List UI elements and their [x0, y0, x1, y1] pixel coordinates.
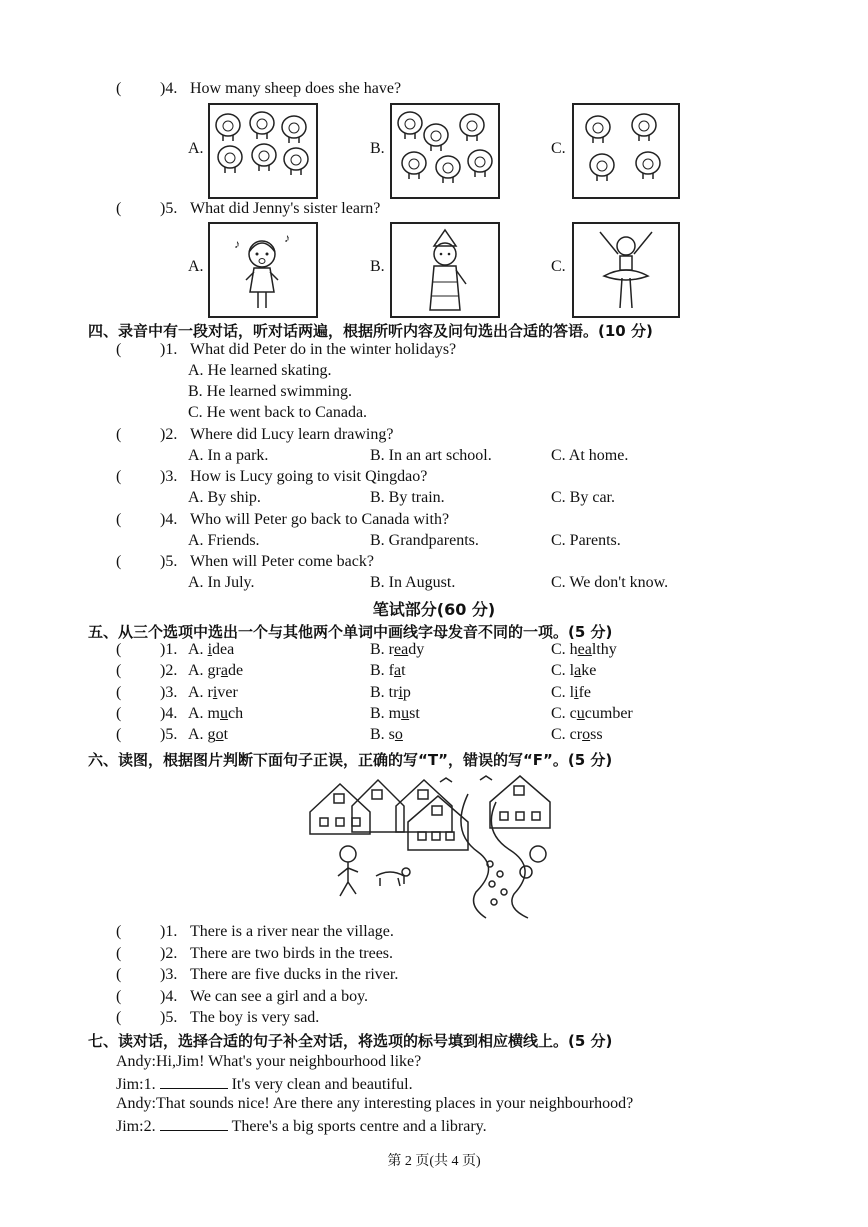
question-number: )1.: [160, 641, 178, 658]
paren: (: [116, 966, 122, 983]
paren: (: [116, 726, 122, 744]
paren: (: [116, 341, 122, 358]
question-number: )2.: [160, 944, 178, 962]
sheep-mark: [632, 114, 656, 141]
answer-option: C. We don't know.: [551, 574, 669, 591]
sheep-mark: [402, 152, 426, 179]
word-part: A. r: [188, 683, 213, 701]
question-number: )4.: [160, 511, 178, 528]
dialogue-line: [116, 1074, 413, 1094]
question-number: )5.: [160, 553, 178, 570]
question-text: What did Peter do in the winter holidays?: [190, 341, 457, 358]
word-part: t: [401, 662, 406, 680]
blank-number: 1.: [143, 1076, 156, 1093]
word-option: [370, 705, 420, 723]
word-option: [188, 726, 228, 744]
sheep-picture-b: [390, 103, 500, 199]
word-part: C. l: [551, 662, 575, 680]
dialogue-line: [116, 1116, 487, 1136]
word-part: A.: [188, 641, 208, 658]
option-label: C.: [551, 258, 566, 275]
ballet-girl-picture: [572, 222, 680, 318]
answer-option: A. He learned skating.: [188, 362, 332, 379]
underlined-letters: o: [582, 726, 591, 744]
word-part: cumber: [584, 704, 633, 722]
word-part: B. m: [370, 704, 402, 722]
word-option: [188, 684, 238, 702]
option-label: B.: [370, 140, 385, 157]
paren: (: [116, 641, 122, 658]
paren: (: [116, 683, 122, 701]
sheep-mark: [460, 114, 484, 141]
word-part: B. r: [370, 641, 394, 658]
word-option: [188, 705, 243, 723]
word-part: ver: [217, 683, 238, 701]
word-part: ch: [228, 704, 244, 722]
sheep-picture-a: [208, 103, 318, 199]
answer-option: A. In July.: [188, 574, 255, 591]
option-label: B.: [370, 258, 385, 275]
word-part: C. cr: [551, 726, 583, 744]
question-text: When will Peter come back?: [190, 553, 374, 570]
dialogue-text: That sounds nice! Are there any interesting places in your neighbourhood?: [156, 1095, 634, 1112]
underlined-letters: o: [215, 726, 224, 744]
word-part: A. gr: [188, 662, 221, 680]
sheep-mark: [468, 150, 492, 177]
word-option: [551, 662, 596, 680]
underlined-letters: a: [220, 662, 228, 680]
paren: (: [116, 426, 122, 443]
underlined-letters: a: [574, 662, 582, 680]
word-option: [551, 684, 591, 702]
answer-option: C. Parents.: [551, 532, 621, 549]
question-number: )1.: [160, 923, 178, 940]
word-part: A. m: [188, 704, 220, 722]
word-part: A. g: [188, 726, 216, 744]
word-part: B. f: [370, 662, 394, 680]
word-part: C. h: [551, 641, 578, 658]
question-number: )1.: [160, 341, 178, 358]
statement-text: We can see a girl and a boy.: [190, 987, 369, 1005]
question-number: )4.: [160, 704, 178, 722]
question-number: )3.: [160, 468, 178, 485]
speaker: Andy:: [116, 1095, 156, 1112]
sheep-mark: [218, 146, 242, 173]
section-heading-6: 六、读图，根据图片判断下面句子正误，正确的写“T”，错误的写“F”。(5 分): [88, 751, 613, 769]
sheep-mark: [636, 152, 660, 179]
dialogue-text: There's a big sports centre and a library.: [231, 1118, 487, 1135]
word-part: ss: [590, 726, 603, 744]
svg-text:♪: ♪: [284, 231, 290, 245]
word-option: [551, 705, 633, 723]
underlined-letters: ea: [577, 641, 592, 658]
question-text: Who will Peter go back to Canada with?: [190, 511, 450, 528]
sheep-mark: [398, 112, 422, 139]
paren: (: [116, 468, 122, 485]
dialogue-line: [116, 1095, 633, 1113]
word-option: [370, 662, 406, 680]
sheep-mark: [284, 148, 308, 175]
question-text: What did Jenny's sister learn?: [190, 200, 381, 217]
answer-option: B. In August.: [370, 574, 456, 591]
word-part: B. tr: [370, 683, 399, 701]
answer-option: B. By train.: [370, 489, 445, 506]
paren: (: [116, 80, 122, 97]
underlined-letters: u: [401, 704, 410, 722]
question-number: )5.: [160, 200, 178, 217]
sheep-mark: [282, 116, 306, 143]
question-number: )4.: [160, 987, 178, 1005]
word-part: dy: [408, 641, 425, 658]
word-part: de: [228, 662, 244, 680]
singing-girl-picture: [208, 222, 318, 318]
word-option: [188, 641, 234, 659]
word-part: st: [409, 704, 420, 722]
option-label: A.: [188, 140, 204, 157]
question-number: )3.: [160, 683, 178, 701]
answer-option: C. By car.: [551, 489, 615, 506]
opera-girl-picture: [390, 222, 500, 318]
question-text: Where did Lucy learn drawing?: [190, 426, 394, 443]
underlined-letters: u: [576, 704, 585, 722]
answer-option: B. Grandparents.: [370, 532, 479, 549]
answer-option: C. He went back to Canada.: [188, 404, 368, 421]
word-part: C. c: [551, 704, 577, 722]
svg-text:♪: ♪: [234, 237, 240, 251]
word-part: dea: [212, 641, 235, 658]
written-part-title: 笔试部分(60 分): [372, 600, 496, 619]
speaker: Jim:: [116, 1076, 144, 1093]
sheep-mark: [586, 116, 610, 143]
dialogue-line: [116, 1053, 421, 1071]
statement-text: There are five ducks in the river.: [190, 966, 399, 983]
village-picture: [300, 772, 562, 920]
sheep-mark: [216, 114, 240, 141]
underlined-letters: i: [207, 641, 213, 658]
blank-number: 2.: [143, 1118, 156, 1135]
paren: (: [116, 944, 122, 962]
page-footer: 第 2 页(共 4 页): [387, 1154, 481, 1169]
paren: (: [116, 1009, 122, 1026]
answer-option: A. Friends.: [188, 532, 260, 549]
question-number: )5.: [160, 1009, 178, 1026]
sheep-mark: [590, 154, 614, 181]
section-heading-7: 七、读对话，选择合适的句子补全对话，将选项的标号填到相应横线上。(5 分): [88, 1032, 613, 1050]
speaker: Andy:: [116, 1053, 156, 1070]
question-number: )2.: [160, 426, 178, 443]
paren: (: [116, 553, 122, 570]
paren: (: [116, 662, 122, 680]
dialogue-text: Hi,Jim! What's your neighbourhood like?: [156, 1053, 422, 1070]
paren: (: [116, 200, 122, 217]
statement-text: There is a river near the village.: [190, 923, 394, 940]
sheep-mark: [250, 112, 274, 139]
underlined-letters: i: [212, 683, 218, 701]
option-label: A.: [188, 258, 204, 275]
paren: (: [116, 987, 122, 1005]
word-part: B. s: [370, 726, 395, 744]
underlined-letters: a: [394, 662, 402, 680]
word-option: [370, 726, 403, 744]
section-heading-5: 五、从三个选项中选出一个与其他两个单词中画线字母发音不同的一项。(5 分): [88, 623, 613, 641]
underlined-letters: u: [220, 704, 228, 722]
statement-text: The boy is very sad.: [190, 1009, 320, 1026]
word-option: [370, 684, 411, 702]
sheep-mark: [252, 144, 276, 171]
sheep-picture-c: [572, 103, 680, 199]
underlined-letters: i: [574, 683, 579, 701]
question-number: )3.: [160, 966, 178, 983]
answer-option: C. At home.: [551, 447, 629, 464]
question-number: )5.: [160, 726, 178, 744]
statement-text: There are two birds in the trees.: [190, 944, 394, 962]
underlined-letters: i: [398, 683, 403, 701]
answer-option: B. He learned swimming.: [188, 383, 352, 400]
answer-option: B. In an art school.: [370, 447, 492, 464]
question-text: How many sheep does she have?: [190, 80, 402, 97]
paren: (: [116, 511, 122, 528]
word-part: t: [223, 726, 229, 744]
word-option: [551, 726, 603, 744]
sheep-mark: [424, 124, 448, 151]
answer-blank-2[interactable]: [160, 1116, 228, 1131]
question-number: )2.: [160, 662, 178, 680]
section-heading-4: 四、录音中有一段对话，听对话两遍，根据所听内容及问句选出合适的答语。(10 分): [88, 322, 653, 340]
answer-option: A. By ship.: [188, 489, 261, 506]
word-part: ke: [581, 662, 597, 680]
speaker: Jim:: [116, 1118, 144, 1135]
word-option: [188, 662, 243, 680]
answer-option: A. In a park.: [188, 447, 269, 464]
paren: (: [116, 704, 122, 722]
word-part: C. l: [551, 683, 575, 701]
word-option: [370, 641, 424, 659]
question-text: How is Lucy going to visit Qingdao?: [190, 468, 428, 485]
answer-blank-1[interactable]: [160, 1074, 228, 1089]
word-part: p: [402, 683, 411, 701]
word-part: fe: [578, 683, 592, 701]
paren: (: [116, 923, 122, 940]
sheep-mark: [436, 156, 460, 183]
dialogue-text: It's very clean and beautiful.: [231, 1076, 413, 1093]
underlined-letters: ea: [394, 641, 409, 658]
word-option: [551, 641, 617, 659]
option-label: C.: [551, 140, 566, 157]
underlined-letters: o: [394, 726, 403, 744]
question-number: )4.: [160, 80, 178, 97]
word-part: lthy: [591, 641, 617, 658]
